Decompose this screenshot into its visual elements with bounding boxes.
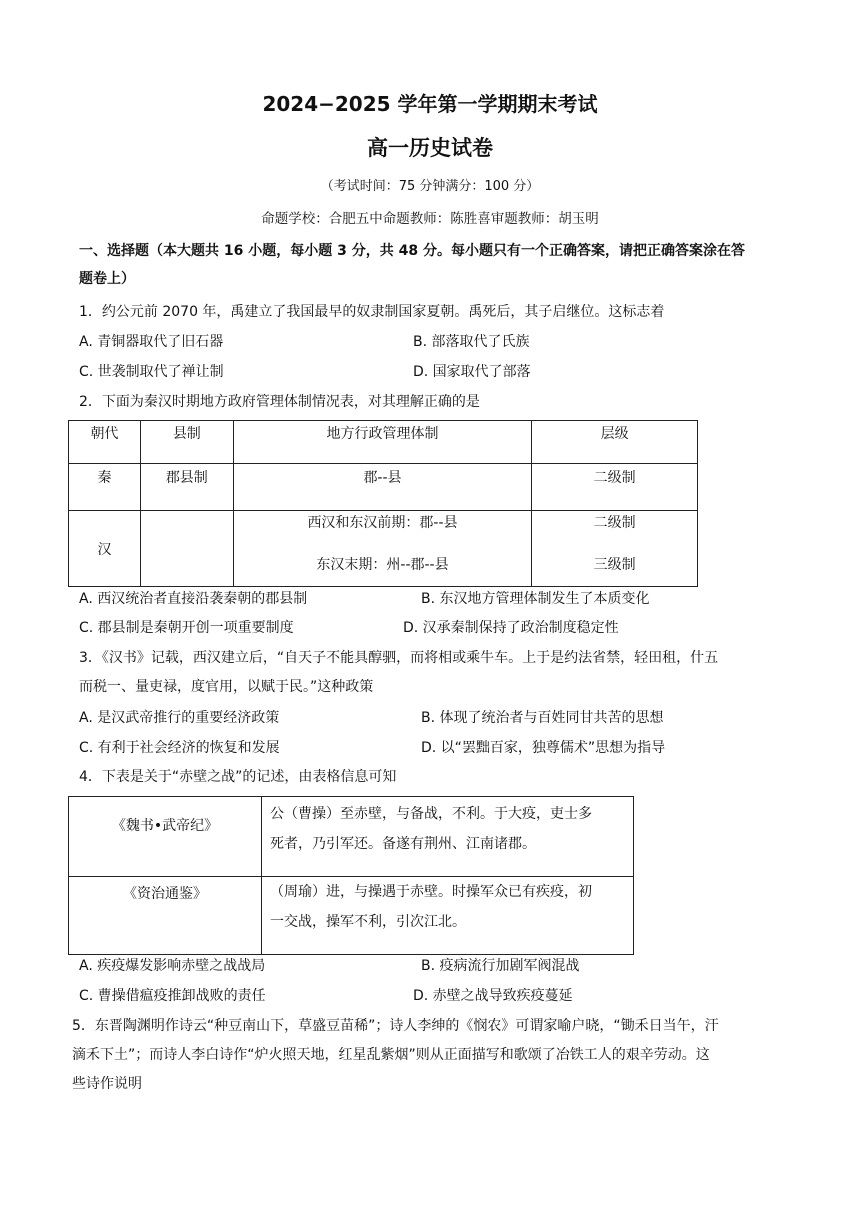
question-3-option-d: D. 以“罢黜百家，独尊儒术”思想为指导 (421, 740, 666, 756)
table-cell: 二级制 (532, 464, 698, 511)
question-4-option-c: C. 曹操借瘟疫推卸战败的责任 (79, 988, 266, 1004)
question-4-option-d: D. 赤壁之战导致疾疫蔓延 (413, 988, 573, 1004)
row1-text-line2: 死者，乃引军还。备遂有荆州、江南诸郡。 (270, 836, 536, 852)
han-system-late: 东汉末期：州--郡--县 (316, 557, 449, 573)
question-5-stem-line3: 些诗作说明 (72, 1076, 142, 1092)
section-heading-line1: 一、选择题（本大题共 16 小题，每小题 3 分，共 48 分。每小题只有一个正确答案，请把正确答案涂在答 (79, 243, 745, 259)
table-cell: 秦 (69, 464, 141, 511)
question-3-option-a: A. 是汉武帝推行的重要经济政策 (79, 710, 280, 726)
question-2-stem: 2．下面为秦汉时期地方政府管理体制情况表，对其理解正确的是 (79, 394, 480, 410)
table-header: 县制 (140, 421, 233, 464)
question-1-option-d: D. 国家取代了部落 (413, 364, 531, 380)
question-3-stem-line1: 3．《汉书》记载，西汉建立后，“自天子不能具醇驷，而将相或乘牛车。上于是约法省禁，轻田租，什五 (79, 650, 719, 666)
question-1-option-a: A. 青铜器取代了旧石器 (79, 334, 224, 350)
row2-text-line2: 一交战，操军不利，引次江北。 (270, 914, 466, 930)
table-cell-text (262, 877, 634, 955)
exam-title: 2024−2025 学年第一学期期末考试 (262, 92, 598, 116)
han-level-late: 三级制 (593, 557, 636, 573)
question-3-option-b: B. 体现了统治者与百姓同甘共苦的思想 (421, 710, 664, 726)
question-1-stem: 1．约公元前 2070 年，禹建立了我国最早的奴隶制国家夏朝。禹死后，其子启继位。这标志着 (79, 304, 665, 320)
table-header: 地方行政管理体制 (233, 421, 532, 464)
question-1-option-c: C. 世袭制取代了禅让制 (79, 364, 224, 380)
row2-text-line1: （周瑜）进，与操遇于赤壁。时操军众已有疾疫，初 (270, 884, 592, 900)
exam-authors: 命题学校：合肥五中命题教师：陈胜喜审题教师：胡玉明 (261, 211, 599, 227)
exam-subject-title: 高一历史试卷 (367, 136, 493, 160)
han-system-early: 西汉和东汉前期：郡--县 (307, 515, 458, 531)
question-2-option-b: B. 东汉地方管理体制发生了本质变化 (421, 591, 650, 607)
question-1-option-b: B. 部落取代了氏族 (413, 334, 530, 350)
qin-han-admin-table (68, 420, 698, 587)
question-5-stem-line2: 滴禾下土”；而诗人李白诗作“炉火照天地，红星乱紫烟”则从正面描写和歌颂了冶铁工人的艰辛劳动。这 (72, 1047, 710, 1063)
question-4-option-b: B. 疫病流行加剧军阀混战 (421, 958, 580, 974)
question-2-option-a: A. 西汉统治者直接沿袭秦朝的郡县制 (79, 591, 308, 607)
chibi-battle-table (68, 796, 634, 955)
han-level-early: 二级制 (593, 515, 636, 531)
section-heading-line2: 题卷上） (79, 271, 135, 287)
table-cell: 郡--县 (233, 464, 532, 511)
question-5-stem-line1: 5．东晋陶渊明作诗云“种豆南山下，草盛豆苗稀”；诗人李绅的《悯农》可谓家喻户晓，“锄禾日当午，汗 (72, 1018, 719, 1034)
exam-time-info: （考试时间：75 分钟满分：100 分） (320, 179, 540, 194)
question-2-option-d: D. 汉承秦制保持了政治制度稳定性 (403, 620, 619, 636)
question-3-option-c: C. 有利于社会经济的恢复和发展 (79, 740, 280, 756)
table-header: 层级 (532, 421, 698, 464)
table-cell (532, 511, 698, 587)
table-cell-source: 《资治通鉴》 (69, 877, 262, 955)
table-cell: 汉 (69, 511, 141, 587)
table-cell: 郡县制 (140, 464, 233, 511)
question-2-option-c: C. 郡县制是秦朝开创一项重要制度 (79, 620, 294, 636)
table-cell-empty (140, 511, 233, 587)
row1-text-line1: 公（曹操）至赤壁，与备战，不利。于大疫，吏士多 (270, 806, 592, 822)
table-header: 朝代 (69, 421, 141, 464)
question-4-option-a: A. 疾疫爆发影响赤壁之战战局 (79, 958, 266, 974)
table-cell-source: 《魏书•武帝纪》 (69, 797, 262, 877)
table-cell (233, 511, 532, 587)
question-4-stem: 4．下表是关于“赤壁之战”的记述，由表格信息可知 (79, 769, 397, 785)
question-3-stem-line2: 而税一、量吏禄，度官用，以赋于民。”这种政策 (79, 679, 374, 695)
table-cell-text (262, 797, 634, 877)
